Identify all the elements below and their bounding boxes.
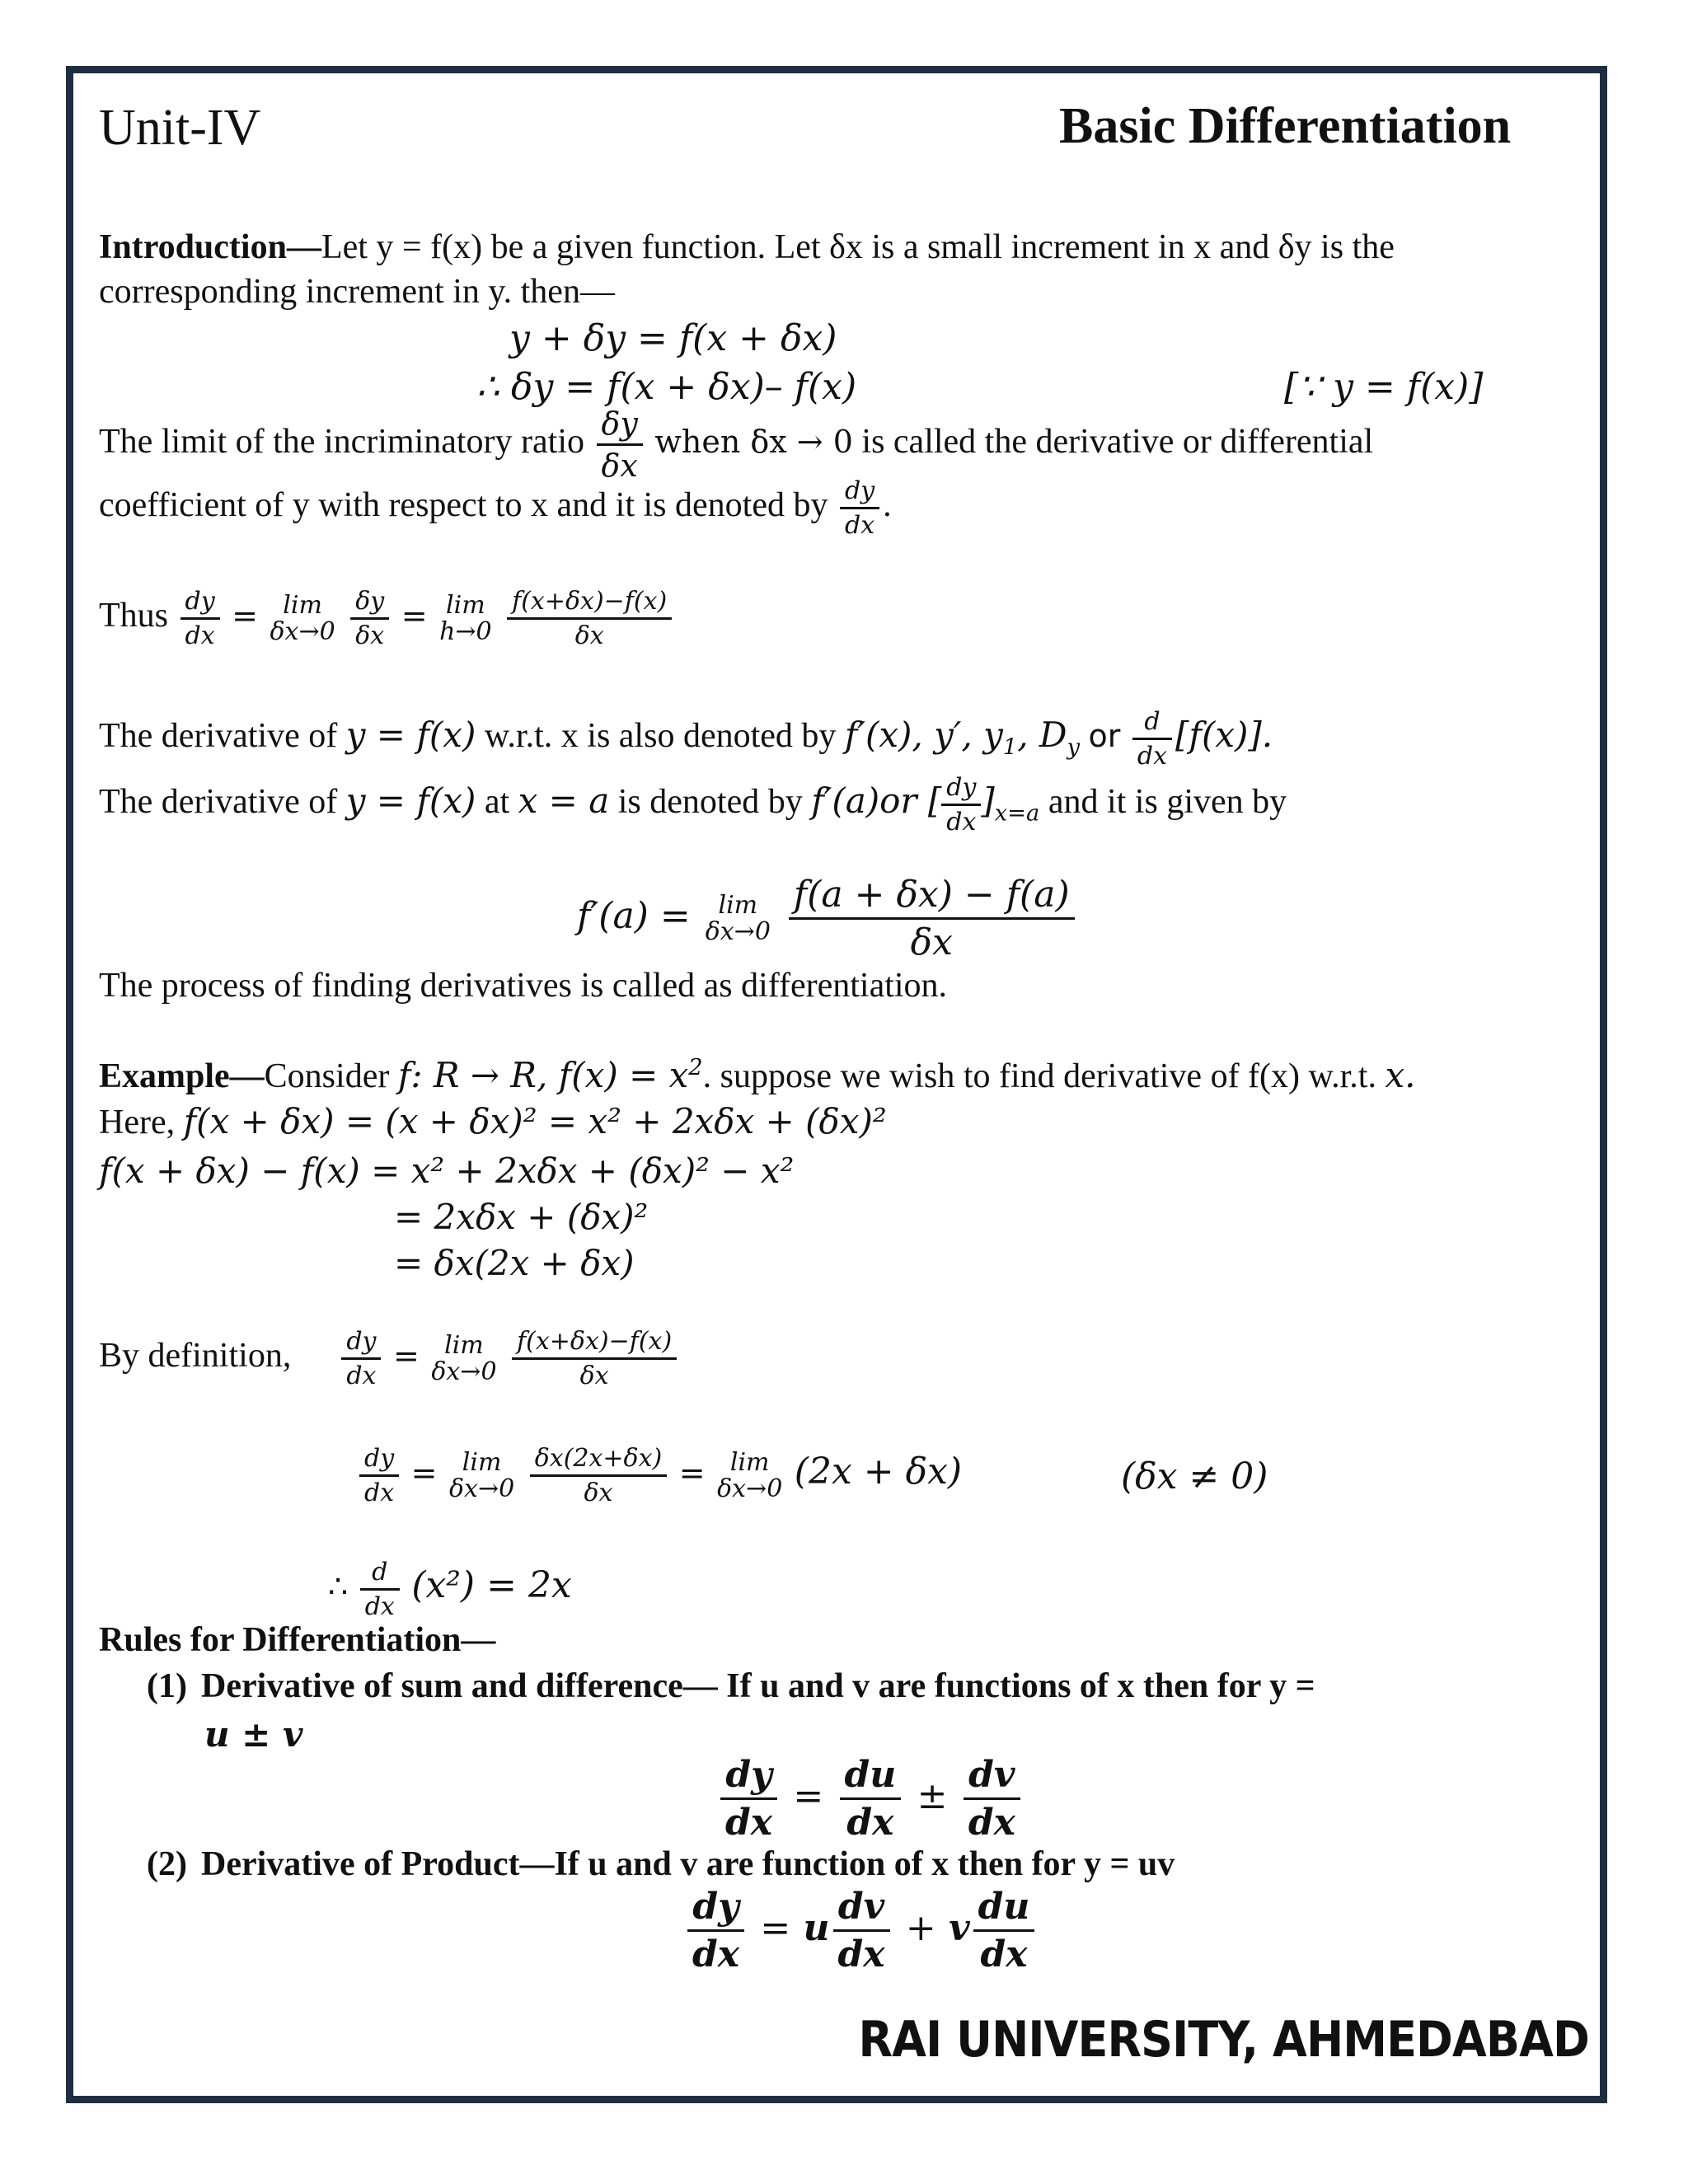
here-label: Here,	[99, 1104, 176, 1141]
lim-sub: δx→0	[270, 616, 335, 646]
math: x.	[1385, 1055, 1416, 1095]
dx: dx	[837, 1933, 885, 1975]
dx: dx	[364, 1592, 395, 1621]
or: or	[1088, 718, 1121, 755]
math: x = a	[518, 780, 610, 822]
lim-sub: δx→0	[705, 916, 771, 946]
limit-1	[270, 593, 335, 644]
example-step-1: = 2xδx + (δx)²	[394, 1197, 649, 1237]
rules-heading: Rules for Differentiation—	[99, 1621, 496, 1659]
dx: dx	[980, 1933, 1028, 1975]
dydx	[687, 1886, 744, 1975]
ratio-denominator: δx	[601, 448, 638, 484]
du: du	[973, 1886, 1035, 1932]
lim-sub: h→0	[439, 616, 492, 646]
dx: dx	[692, 1933, 739, 1975]
example-here	[99, 1101, 887, 1142]
denominator: δx	[574, 621, 604, 650]
lim: lim	[718, 891, 758, 920]
plus: +	[905, 1907, 936, 1949]
math: f′(x), y′, y	[844, 715, 1003, 756]
limit-2	[439, 593, 492, 644]
thus-difference-quotient	[507, 587, 672, 650]
coefficient-line	[99, 476, 892, 540]
lim: lim	[729, 1448, 770, 1477]
result: (x²) = 2x	[411, 1564, 572, 1607]
plus-minus: ±	[917, 1775, 948, 1817]
math: f(x + δx) = (x + δx)² = x² + 2xδx + (δx)²	[183, 1101, 887, 1141]
math: f′(a)or [	[811, 780, 942, 822]
equals: =	[410, 1455, 438, 1492]
equation-increment: y + δy = f(x + δx)	[509, 317, 837, 359]
limit	[449, 1450, 514, 1502]
lim-sub: δx→0	[449, 1474, 515, 1503]
unit-label: Unit-IV	[99, 100, 261, 156]
lim-sub: δx→0	[431, 1357, 497, 1386]
intro-line-2: corresponding increment in y. then—	[99, 273, 615, 311]
dx: dx	[364, 1479, 395, 1507]
derivative-at-point	[577, 874, 1078, 963]
dvdx	[964, 1754, 1020, 1844]
denominator: δx	[355, 621, 385, 650]
dx: dx	[845, 511, 875, 540]
lim: lim	[446, 591, 485, 620]
dydx	[341, 1327, 381, 1390]
d: d	[1132, 707, 1172, 740]
v: v	[949, 1907, 970, 1949]
dy: dy	[359, 1444, 399, 1477]
limit	[706, 893, 771, 944]
thus-ratio	[350, 587, 389, 650]
subscript: y	[1067, 734, 1081, 761]
du: du	[840, 1754, 902, 1800]
dydx-fraction	[941, 773, 981, 837]
d-dx-fraction	[1132, 707, 1172, 771]
example-difference: f(x + δx) − f(x) = x² + 2xδx + (δx)² − x²	[99, 1151, 795, 1191]
notation-line-2	[99, 773, 1287, 837]
lim: lim	[462, 1448, 502, 1477]
dydx	[359, 1444, 399, 1507]
dudx	[973, 1886, 1035, 1975]
dv: dv	[833, 1886, 890, 1932]
limit-text: The limit of the incriminatory ratio	[99, 423, 585, 462]
rule-2-formula	[684, 1886, 1038, 1975]
equation-note: [∵ y = f(x)]	[1284, 366, 1484, 408]
coefficient-text: coefficient of y with respect to x and it is denoted by	[99, 486, 828, 525]
dx: dx	[725, 1802, 772, 1844]
rule-1-formula	[717, 1754, 1024, 1844]
rule-1-number: (1)	[147, 1667, 187, 1705]
equals: =	[232, 598, 258, 635]
equals: =	[793, 1775, 824, 1817]
d-dx	[360, 1558, 400, 1621]
intro-line-1	[99, 227, 1395, 267]
rule-2-text: Derivative of Product—If u and v are function of x then for y = uv	[201, 1845, 1175, 1883]
rule-1-text: Derivative of sum and difference— If u and v are functions of x then for y =	[201, 1667, 1315, 1705]
u: u	[803, 1907, 830, 1949]
example-line-1	[99, 1055, 1416, 1096]
limit-text-end: is called the derivative or differential	[861, 423, 1374, 462]
limit	[431, 1333, 496, 1385]
dy: dy	[941, 773, 981, 806]
superscript: 2	[688, 1055, 703, 1080]
numerator: f(x+δx)−f(x)	[507, 587, 672, 620]
numerator: f(x+δx)−f(x)	[512, 1327, 677, 1360]
condition: (δx ≠ 0)	[1121, 1455, 1268, 1497]
limit-evaluation	[356, 1444, 962, 1507]
dy: dy	[687, 1886, 744, 1932]
notation-line-1	[99, 707, 1273, 771]
text: w.r.t. x is also denoted by	[484, 717, 837, 756]
example-label: Example—	[99, 1057, 265, 1095]
numerator: f(a + δx) − f(a)	[789, 874, 1075, 920]
label: By definition,	[99, 1337, 292, 1376]
dx: dx	[346, 1361, 377, 1390]
dydx-fraction	[840, 476, 879, 540]
text: Consider	[264, 1057, 390, 1095]
limit-line	[99, 405, 1373, 484]
lim-sub: δx→0	[717, 1474, 783, 1503]
example-step-2: = δx(2x + δx)	[394, 1243, 635, 1283]
process-line: The process of finding derivatives is called as differentiation.	[99, 967, 948, 1005]
limit	[717, 1450, 782, 1502]
dvdx	[833, 1886, 890, 1975]
math-text: f: R → R, f(x) = x	[397, 1055, 689, 1095]
limit-expression: (2x + δx)	[794, 1451, 963, 1493]
text: is denoted by	[617, 783, 803, 822]
ratio-fraction	[597, 405, 643, 484]
therefore: ∴	[328, 1568, 349, 1605]
math	[398, 1055, 703, 1095]
lim: lim	[283, 591, 322, 620]
university-footer: RAI UNIVERSITY, AHMEDABAD	[858, 2011, 1589, 2069]
dy: dy	[840, 476, 879, 509]
intro-text-1: Let y = f(x) be a given function. Let δx is a small increment in x and δy is the	[321, 228, 1395, 266]
simplified-quotient	[530, 1444, 668, 1507]
d: d	[360, 1558, 400, 1591]
dv: dv	[964, 1754, 1020, 1800]
math: y = f(x)	[345, 780, 476, 822]
text: at	[484, 783, 510, 822]
text: and it is given by	[1048, 783, 1287, 822]
lhs: f′(a) =	[577, 895, 691, 937]
period: .	[883, 486, 892, 525]
thus-label: Thus	[99, 597, 168, 635]
denominator: δx	[579, 1361, 609, 1390]
intro-label: Introduction—	[99, 228, 321, 266]
notation-list	[844, 715, 1081, 761]
comma: ,	[1017, 715, 1029, 756]
dx: dx	[968, 1802, 1015, 1844]
difference-quotient	[789, 874, 1075, 963]
limit-condition: when δx → 0	[654, 424, 853, 461]
lim: lim	[444, 1331, 484, 1360]
dudx	[840, 1754, 902, 1844]
dx: dx	[1137, 742, 1168, 771]
bracket: ]	[981, 780, 995, 822]
equals: =	[760, 1907, 791, 1949]
equals: =	[678, 1455, 706, 1492]
page-title: Basic Differentiation	[1059, 98, 1512, 154]
ratio-numerator: δy	[597, 405, 643, 446]
difference-quotient	[512, 1327, 677, 1390]
subscript: 1	[1002, 734, 1018, 761]
denominator: δx	[584, 1479, 613, 1507]
rule-2-number: (2)	[147, 1845, 187, 1883]
math: D	[1039, 715, 1067, 756]
denominator: δx	[910, 921, 953, 963]
dy: dy	[341, 1327, 381, 1360]
equals: =	[392, 1338, 420, 1375]
equals: =	[401, 598, 428, 635]
numerator: δx(2x+δx)	[530, 1444, 668, 1477]
equation-delta-y: ∴ δy = f(x + δx)– f(x)	[476, 366, 857, 408]
rule-1-continuation: u ± v	[204, 1714, 303, 1755]
thus-equation	[99, 587, 675, 650]
dx: dx	[846, 1802, 894, 1844]
text: The derivative of	[99, 717, 338, 756]
math: [f(x)].	[1175, 715, 1273, 756]
text: The derivative of	[99, 783, 338, 822]
thus-dydx	[181, 587, 220, 650]
dx: dx	[185, 621, 215, 650]
example-result	[328, 1558, 572, 1621]
numerator: δy	[350, 587, 389, 620]
math: y = f(x)	[345, 715, 476, 756]
by-definition	[99, 1327, 680, 1390]
dydx	[720, 1754, 777, 1844]
dy: dy	[720, 1754, 777, 1800]
dx: dx	[946, 808, 977, 837]
subscript: x=a	[994, 800, 1040, 827]
dy: dy	[181, 587, 220, 620]
text: . suppose we wish to find derivative of f(x) w.r.t.	[702, 1057, 1376, 1095]
